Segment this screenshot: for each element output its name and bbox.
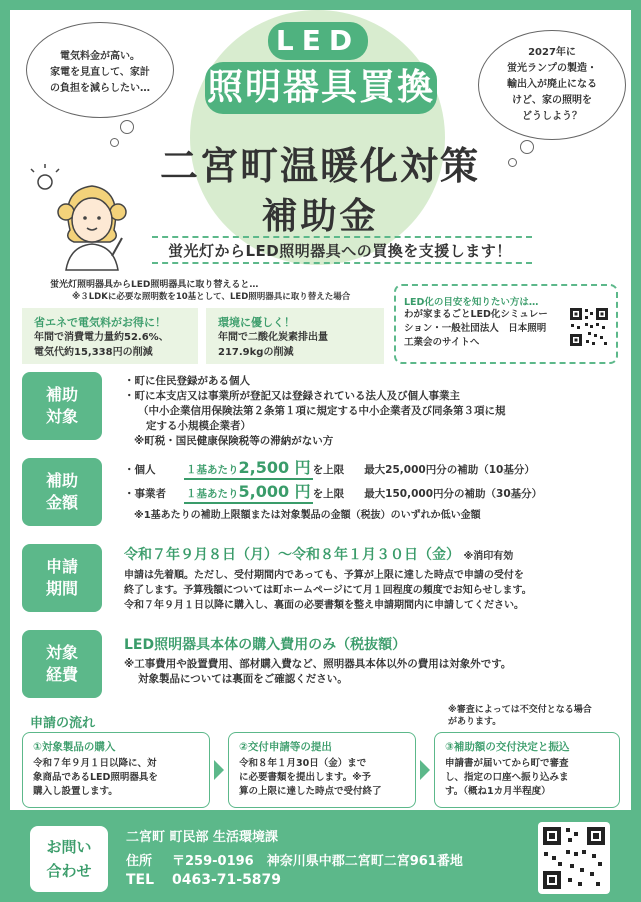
label-line: 金額 xyxy=(45,493,78,512)
amount-max: 最大25,000円分の補助（10基分） xyxy=(364,464,535,476)
contact-address-row xyxy=(126,850,463,869)
amount-who: ・個人 xyxy=(124,464,156,476)
section-label-amount xyxy=(22,458,102,526)
main-title: 二宮町温暖化対策 xyxy=(159,144,480,188)
led-info-line: わが家まるごとLED化シミュレー xyxy=(404,309,548,320)
benefit-text: 電気代約15,338円の削減 xyxy=(34,347,153,358)
bubble-left-line: 家電を見直して、家計 xyxy=(50,67,150,78)
benefit-label: 環境に優しく！ xyxy=(218,316,295,329)
label-line: 補助 xyxy=(45,385,78,404)
flow-note-line: ※審査によっては不交付となる場合 xyxy=(448,705,592,715)
bubble-right-line: 2027年に xyxy=(528,47,576,58)
bubble-right-line: 輸出入が廃止になる xyxy=(507,79,597,90)
target-text xyxy=(124,374,506,449)
period-text xyxy=(124,548,619,613)
speech-bubble-left xyxy=(26,22,174,118)
label-line: 対象 xyxy=(45,643,78,662)
girl-illustration-icon xyxy=(30,160,140,280)
flow-arrow-icon xyxy=(214,760,224,780)
benefit-label: 省エネで電気料がお得に！ xyxy=(34,316,166,329)
thought-dot xyxy=(110,138,119,147)
amount-suffix: を上限 xyxy=(312,488,345,500)
subtitle: 蛍光灯からLED照明器具への買換を支援します！ xyxy=(168,242,512,260)
thought-dot xyxy=(520,140,534,154)
period-dates: 令和７年９月８日（月）～令和８年１月３０日（金） xyxy=(124,547,460,563)
flow-step-line: 令和７年９月１日以降に、対 xyxy=(33,758,157,769)
section-label-expense xyxy=(22,630,102,698)
contact-label-line: お問い xyxy=(46,838,92,856)
replace-note: 蛍光灯照明器具からLED照明器具に取り替えると… xyxy=(50,280,259,290)
amount-highlight xyxy=(184,484,313,504)
flow-step-title: ②交付申請等の提出 xyxy=(239,741,332,753)
flow-title: 申請の流れ xyxy=(30,716,96,731)
label-line: 期間 xyxy=(45,579,78,598)
led-info-line: ション・一般社団法人 日本照明 xyxy=(404,323,547,334)
led-info-line: 工業会のサイトへ xyxy=(404,337,480,348)
contact-label-line: 合わせ xyxy=(46,862,92,880)
target-line: 定する小規模企業者） xyxy=(146,420,251,432)
section-label-period xyxy=(22,544,102,612)
qr-code-icon[interactable] xyxy=(538,822,610,894)
amount-prefix: １基あたり xyxy=(186,464,239,476)
contact-address: 〒259-0196 神奈川県中郡二宮町二宮961番地 xyxy=(172,854,463,869)
section-label-target xyxy=(22,372,102,440)
flow-note xyxy=(448,704,592,728)
contact-tel-row xyxy=(126,872,281,888)
label-line: 申請 xyxy=(45,557,78,576)
amount-value: 5,000 円 xyxy=(238,482,311,501)
contact-dept: 二宮町 町民部 生活環境課 xyxy=(126,830,279,845)
flow-step-3 xyxy=(434,732,620,808)
target-line: ・町に住民登録がある個人 xyxy=(124,375,250,387)
led-info-head: LED化の目安を知りたい方は… xyxy=(404,297,539,308)
benefit-text: 年間で二酸化炭素排出量 xyxy=(218,332,328,343)
contact-label xyxy=(30,826,108,892)
flow-step-line: 購入し設置します。 xyxy=(33,786,118,797)
amount-business-row xyxy=(124,484,614,508)
amount-who: ・事業者 xyxy=(124,488,166,500)
period-line: 申請は先着順。ただし、受付期間内であっても、予算が上限に達した時点で申請の受付を xyxy=(124,570,524,581)
contact-tel-label: TEL xyxy=(126,872,155,888)
bubble-right-line: けど、家の照明を xyxy=(512,95,592,106)
contact-address-label: 住所 xyxy=(126,854,153,869)
flow-step-title: ①対象製品の購入 xyxy=(33,741,116,753)
bubble-left-line: の負担を減らしたい… xyxy=(50,83,150,94)
title-lighting: 照明器具買換 xyxy=(205,62,437,114)
flow-step-line: 算の上限に達した時点で受付終了 xyxy=(239,786,382,797)
subtitle-dash-top xyxy=(152,236,532,238)
target-line: ※町税・国民健康保険税等の滞納がない方 xyxy=(134,435,334,447)
flow-step-line: 象商品であるLED照明器具を xyxy=(33,772,158,783)
target-line: （中小企業信用保険法第２条第１項に規定する中小企業者及び同条第３項に規 xyxy=(138,405,506,417)
amount-note: ※1基あたりの補助上限額または対象製品の金額（税抜）のいずれか低い金額 xyxy=(134,510,481,521)
replace-subnote: ※３LDKに必要な照明数を10基として、LED照明器具に取り替えた場合 xyxy=(72,292,351,302)
period-line: 令和７年９月１日以降に購入し、裏面の必要書類を整え申請期間内に申請してください。 xyxy=(124,600,524,611)
amount-individual-row xyxy=(124,460,614,484)
qr-code-icon[interactable] xyxy=(568,306,610,348)
benefit-text: 217.9kgの削減 xyxy=(218,347,294,358)
subtitle-dash-bottom xyxy=(152,262,532,264)
expense-text xyxy=(124,638,614,687)
title-led: LED xyxy=(268,22,368,60)
period-line: 終了します。予算残額については町ホームページにて月１回程度の頻度でお知らせします。 xyxy=(124,585,532,596)
thought-dot xyxy=(508,158,517,167)
amount-text xyxy=(124,460,614,523)
contact-tel[interactable]: 0463-71-5879 xyxy=(172,872,282,888)
flow-step-line: 申請書が届いてから町で審査 xyxy=(445,758,569,769)
flow-step-line: し、指定の口座へ振り込みま xyxy=(445,772,569,783)
flow-step-2 xyxy=(228,732,416,808)
speech-bubble-right xyxy=(478,30,626,140)
bubble-left-line: 電気料金が高い。 xyxy=(60,51,140,62)
expense-line: 対象製品については裏面をご確認ください。 xyxy=(138,673,348,685)
flow-step-line: す。（概ね1カ月半程度） xyxy=(445,786,551,797)
amount-prefix: １基あたり xyxy=(186,488,239,500)
benefit-text: 年間で消費電力量約52.6%、 xyxy=(34,332,169,343)
amount-value: 2,500 円 xyxy=(238,458,311,477)
period-dates-note: ※消印有効 xyxy=(463,551,514,562)
flow-step-line: 令和８年１月30日（金）まで xyxy=(239,758,367,769)
period-dates-row xyxy=(124,548,619,564)
benefit-box-savings xyxy=(22,308,198,364)
target-line: ・町に本支店又は事業所が登記又は登録されている法人及び個人事業主 xyxy=(124,390,460,402)
bubble-right-line: 蛍光ランプの製造・ xyxy=(507,63,597,74)
thought-dot xyxy=(120,120,134,134)
expense-head: LED照明器具本体の購入費用のみ（税抜額） xyxy=(124,637,407,653)
flow-note-line: があります。 xyxy=(448,717,502,727)
expense-line: ※工事費用や設置費用、部材購入費など、照明器具本体以外の費用は対象外です。 xyxy=(124,658,512,670)
flow-step-line: に必要書類を提出します。※予 xyxy=(239,772,371,783)
main-title-sub: 補助金 xyxy=(261,196,379,237)
bubble-right-line: どうしよう？ xyxy=(522,111,582,122)
amount-highlight xyxy=(184,460,313,480)
flow-step-1 xyxy=(22,732,210,808)
benefit-box-environment xyxy=(206,308,384,364)
amount-max: 最大150,000円分の補助（30基分） xyxy=(364,488,543,500)
flow-arrow-icon xyxy=(420,760,430,780)
label-line: 経費 xyxy=(45,665,78,684)
label-line: 対象 xyxy=(45,407,78,426)
label-line: 補助 xyxy=(45,471,78,490)
amount-suffix: を上限 xyxy=(312,464,345,476)
flow-step-title: ③補助額の交付決定と振込 xyxy=(445,741,570,753)
